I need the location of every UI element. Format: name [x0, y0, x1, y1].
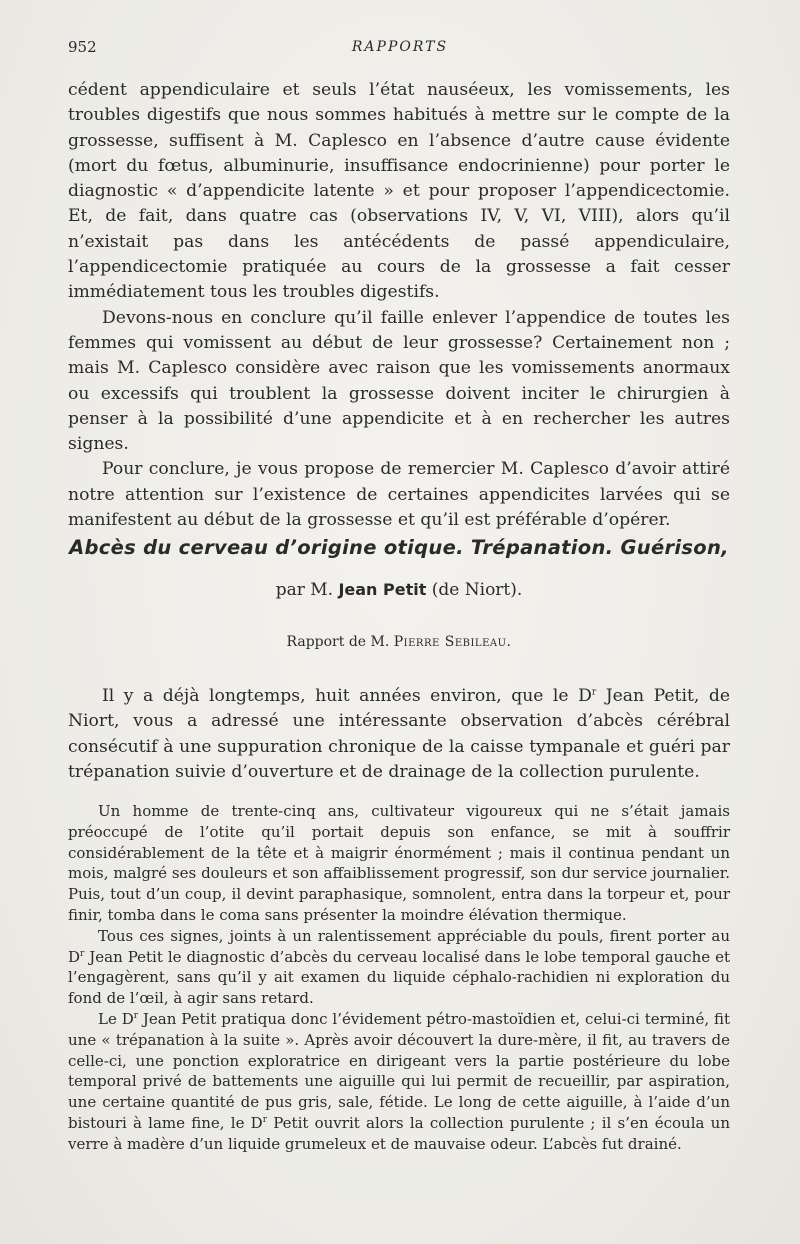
report-attribution: [68, 634, 730, 650]
intro-text-a: Il y a déjà longtemps, huit années environ, que le D: [102, 686, 592, 706]
page-header: [68, 36, 732, 60]
article-title: Abcès du cerveau d’origine otique. Trépanation. Guérison,: [69, 536, 729, 559]
byline-author: Jean Petit: [338, 580, 427, 599]
case-paragraph-1: Un homme de trente-cinq ans, cultivateur vigoureux qui ne s’était jamais préoccupé de l’otite qu’il portait depuis son enfance, se mit à souffrir considérablement de la tête et à maigrir énormément ; mais il continua pendant un mois, malgré ses douleurs et son affaiblissement progressif, son dur service journalier. Puis, tout d’un coup, il devint paraphasique, somnolent, entra dans la torpeur et, pour finir, tomba dans le coma sans présenter la moindre élévation thermique.: [68, 802, 730, 924]
case-p2-text-b: Jean Petit le diagnostic d’abcès du cerveau localisé dans le lobe temporal gauche et l’engagèrent, sans qu’il y ait examen du liquide céphalo-rachidien ni exploration du fond de l’œil, à agir sans retard.: [68, 947, 730, 1008]
case-p3-text-b: Jean Petit pratiqua donc l’évidement pétro-mastoïdien et, celui-ci terminé, fit une « trépanation à la suite ». Après avoir découvert la dure-mère, il fit, au travers de celle-ci, une ponction exploratrice en dirigeant vers la partie postérieure du lobe temporal privé de battements une aiguille qui lui permit de recueillir, par aspiration, une certaine quantité de pus gris, sale, fétide. Le long de cette aiguille, à l’aide d’un bistouri à lame fine, le D: [68, 1009, 730, 1132]
intro-sup: r: [591, 687, 597, 698]
article-byline: [68, 580, 730, 600]
byline-suffix: (de Niort).: [426, 580, 523, 600]
case-text-block: [68, 801, 730, 1155]
report-prefix: Rapport de M.: [286, 634, 394, 650]
case-paragraph-3: [68, 1009, 730, 1155]
paragraph-2: Devons-nous en conclure qu’il faille enlever l’appendice de toutes les femmes qui vomissent au début de leur grossesse? Certainement non ; mais M. Caplesco considère avec raison que les vomissements anormaux ou excessifs qui troublent la grossesse doivent inciter le chirurgien à penser à la possibilité d’une appendicite et à en rechercher les autres signes.: [68, 307, 730, 455]
paragraph-3: Pour conclure, je vous propose de remercier M. Caplesco d’avoir attiré notre attention sur l’existence de certaines appendicites larvées qui se manifestent au début de la grossesse et qu’il est préférable d’opérer.: [68, 459, 730, 531]
case-p2-text-a: Tous ces signes, joints à un ralentissement appréciable du pouls, firent porter au D: [68, 926, 730, 966]
case-p2-sup: r: [80, 948, 85, 959]
paragraph-1: cédent appendiculaire et seuls l’état nauséeux, les vomissements, les troubles digestifs que nous sommes habitués à mettre sur le compte de la grossesse, suffisent à M. Caplesco en l’absence d’autre cause évidente (mort du fœtus, albuminurie, insuffisance endocrinienne) pour porter le diagnostic « d’appendicite latente » et pour proposer l’appendicectomie. Et, de fait, dans quatre cas (observations IV, V, VI, VIII), alors qu’il n’existait pas dans les antécédents de passé appendiculaire, l’appendicectomie pratiquée au cours de la grossesse a fait cesser immédiatement tous les troubles digestifs.: [68, 80, 730, 303]
page-number: 952: [68, 38, 97, 56]
report-reporter: Pierre Sebileau.: [393, 634, 512, 650]
case-p3-sup-1: r: [133, 1010, 139, 1021]
intro-text-block: [68, 684, 730, 785]
main-text-block: [68, 78, 730, 533]
intro-paragraph: [68, 684, 730, 785]
running-head: RAPPORTS: [351, 39, 449, 55]
case-paragraph-2: [68, 926, 730, 1009]
byline-prefix: par M.: [275, 580, 339, 600]
case-p3-text-c: Petit ouvrit alors la collection purulente ; il s’en écoula un verre à madère d’un liquide grumeleux et de mauvaise odeur. L’abcès fut drainé.: [68, 1113, 730, 1153]
case-p3-text-a: Le D: [98, 1009, 134, 1028]
intro-text-b: Jean Petit, de Niort, vous a adressé une intéressante observation d’abcès cérébral consécutif à une suppuration chronique de la caisse tympanale et guéri par trépanation suivie d’ouverture et de drainage de la collection purulente.: [68, 686, 730, 782]
case-p3-sup-2: r: [262, 1114, 268, 1125]
